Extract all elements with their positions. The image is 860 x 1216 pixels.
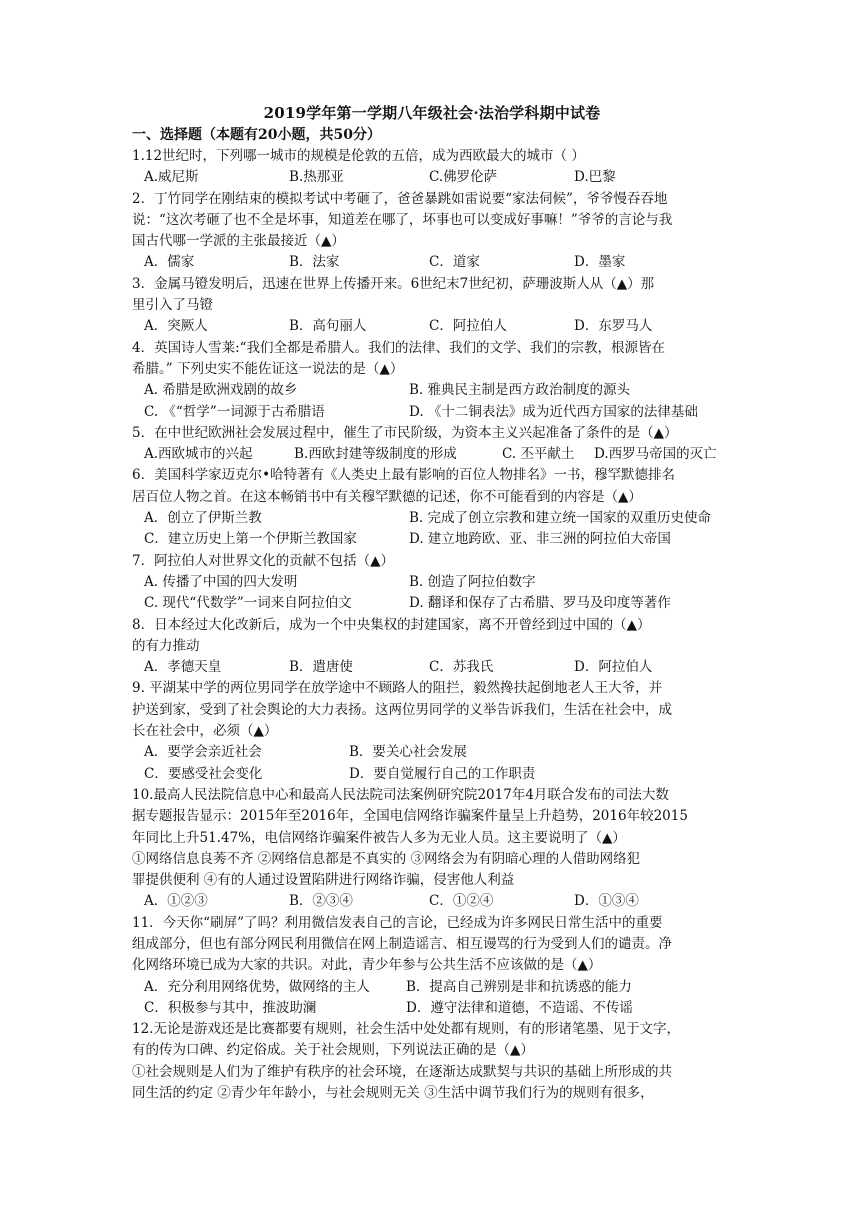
option-c: C.佛罗伦萨 xyxy=(429,169,498,186)
question-7-stem: 7．阿拉伯人对世界文化的贡献不包括（▲） xyxy=(132,552,394,569)
question-3-options xyxy=(132,316,732,337)
option-a: A．①②③ xyxy=(144,893,208,910)
question-11-options-row1 xyxy=(132,977,732,998)
option-c: C．积极参与其中，推波助澜 xyxy=(144,999,317,1016)
option-b: B. 完成了创立宗教和建立统一国家的双重历史使命 xyxy=(409,510,712,527)
question-10-statements: ①网络信息良莠不齐 ②网络信息都是不真实的 ③网络会为有阴暗心理的人借助网络犯 xyxy=(132,850,641,867)
question-11-options-row2 xyxy=(132,998,732,1019)
question-10-stem: 10.最高人民法院信息中心和最高人民法院司法案例研究院2017年4月联合发布的司法大数 xyxy=(132,786,669,803)
option-c: C．道家 xyxy=(429,254,480,271)
option-d: D．遵守法律和道德，不造谣、不传谣 xyxy=(406,999,633,1016)
option-a: A.威尼斯 xyxy=(144,169,199,186)
option-c: C．阿拉伯人 xyxy=(429,318,507,335)
option-b: B．要关心社会发展 xyxy=(349,744,467,761)
question-8-options xyxy=(132,657,732,678)
option-d: D．阿拉伯人 xyxy=(574,659,653,676)
option-b: B．②③④ xyxy=(289,893,353,910)
option-a: A．儒家 xyxy=(144,254,195,271)
question-2-stem: 2．丁竹同学在刚结束的模拟考试中考砸了，爸爸暴跳如雷说要“家法伺候”，爷爷慢吞吞地 xyxy=(132,190,668,207)
option-d: D. 建立地跨欧、亚、非三洲的阿拉伯大帝国 xyxy=(409,531,671,548)
option-b: B．法家 xyxy=(289,254,340,271)
question-9-options-row1 xyxy=(132,742,732,763)
option-d: D. 《十二铜表法》成为近代西方国家的法律基础 xyxy=(409,403,698,420)
option-b: B.西欧封建等级制度的形成 xyxy=(294,446,457,463)
option-a: A．要学会亲近社会 xyxy=(144,744,262,761)
question-1-options xyxy=(132,167,732,188)
option-d: D.西罗马帝国的灭亡 xyxy=(594,446,717,463)
option-a: A．创立了伊斯兰教 xyxy=(144,510,262,527)
question-4-stem: 希腊。” 下列史实不能佐证这一说法的是（▲） xyxy=(132,360,404,377)
question-12-statements: ①社会规则是人们为了维护有秩序的社会环境，在逐渐达成默契与共识的基础上所形成的共 xyxy=(132,1063,672,1080)
question-2-stem: 国古代哪一学派的主张最接近（▲） xyxy=(132,233,345,250)
option-b: B. 雅典民主制是西方政治制度的源头 xyxy=(409,382,631,399)
option-c: C．苏我氏 xyxy=(429,659,494,676)
question-4-options-row1 xyxy=(132,380,732,401)
question-8-stem: 8．日本经过大化改新后，成为一个中央集权的封建国家，离不开曾经到过中国的（▲） xyxy=(132,616,651,633)
option-a: A．突厥人 xyxy=(144,318,208,335)
question-10-statements: 罪提供便利 ④有的人通过设置陷阱进行网络诈骗，侵害他人利益 xyxy=(132,872,515,889)
exam-title: 2019学年第一学期八年级社会·法治学科期中试卷 xyxy=(263,104,601,122)
question-9-stem: 9. 平湖某中学的两位男同学在放学途中不顾路人的阻拦，毅然搀扶起倒地老人王大爷，并 xyxy=(132,680,663,697)
question-9-options-row2 xyxy=(132,764,732,785)
exam-page xyxy=(132,102,732,1104)
question-10-stem: 据专题报告显示：2015年至2016年，全国电信网络诈骗案件量呈上升趋势，2016年较2015 xyxy=(132,808,688,825)
option-d: D．①③④ xyxy=(574,893,639,910)
question-4-options-row2 xyxy=(132,402,732,423)
option-b: B. 创造了阿拉伯数字 xyxy=(409,573,536,590)
option-c: C. 《“哲学”一词源于古希腊语 xyxy=(144,403,325,420)
question-9-stem: 护送到家，受到了社会舆论的大力表扬。这两位男同学的义举告诉我们，生活在社会中，成 xyxy=(132,701,672,718)
question-6-options-row2 xyxy=(132,529,732,550)
question-5-stem: 5．在中世纪欧洲社会发展过程中，催生了市民阶级，为资本主义兴起准备了条件的是（▲） xyxy=(132,424,678,441)
question-3-stem: 3．金属马镫发明后，迅速在世界上传播开来。6世纪末7世纪初，萨珊波斯人从（▲）那 xyxy=(132,275,655,292)
question-12-statements: 同生活的约定 ②青少年年龄小，与社会规则无关 ③生活中调节我们行为的规则有很多， xyxy=(132,1085,654,1102)
question-11-stem: 11．今天你“刷屏”了吗？利用微信发表自己的言论，已经成为许多网民日常生活中的重要 xyxy=(132,914,663,931)
question-11-stem: 组成部分，但也有部分网民利用微信在网上制造谣言、相互谩骂的行为受到人们的谴责。净 xyxy=(132,935,672,952)
question-11-stem: 化网络环境已成为大家的共识。对此，青少年参与公共生活不应该做的是（▲） xyxy=(132,957,602,974)
option-d: D．要自觉履行自己的工作职责 xyxy=(349,765,536,782)
option-b: B．提高自己辨别是非和抗诱惑的能力 xyxy=(406,978,632,995)
option-a: A．孝德天皇 xyxy=(144,659,222,676)
option-c: C. 丕平献土 xyxy=(502,446,575,463)
question-6-options-row1 xyxy=(132,508,732,529)
question-6-stem: 6．美国科学家迈克尔•哈特著有《人类史上最有影响的百位人物排名》一书，穆罕默德排名 xyxy=(132,467,676,484)
option-c: C．①②④ xyxy=(429,893,494,910)
option-a: A.西欧城市的兴起 xyxy=(144,446,253,463)
option-a: A. 传播了中国的四大发明 xyxy=(144,573,298,590)
question-12-stem: 有的传为口碑、约定俗成。关于社会规则，下列说法正确的是（▲） xyxy=(132,1042,534,1059)
question-7-options-row2 xyxy=(132,593,732,614)
question-10-options xyxy=(132,891,732,912)
option-d: D. 翻译和保存了古希腊、罗马及印度等著作 xyxy=(409,595,671,612)
option-a: A．充分利用网络优势，做网络的主人 xyxy=(144,978,370,995)
section-heading: 一、选择题（本题有20小题，共50分） xyxy=(132,127,381,143)
option-d: D．东罗马人 xyxy=(574,318,653,335)
question-6-stem: 居百位人物之首。在这本畅销书中有关穆罕默德的记述，你不可能看到的内容是（▲） xyxy=(132,488,642,505)
question-12-stem: 12.无论是游戏还是比赛都要有规则，社会生活中处处都有规则，有的形诸笔墨、见于文字， xyxy=(132,1021,680,1038)
option-d: D.巴黎 xyxy=(574,169,616,186)
question-8-stem: 的有力推动 xyxy=(132,637,200,654)
option-b: B.热那亚 xyxy=(289,169,344,186)
question-1-stem: 1.12世纪时，下列哪一城市的规模是伦敦的五倍，成为西欧最大的城市（ ） xyxy=(132,148,585,164)
question-5-options xyxy=(132,444,732,465)
question-7-options-row1 xyxy=(132,572,732,593)
option-c: C. 现代“代数学”一词来自阿拉伯文 xyxy=(144,595,352,612)
option-b: B．遣唐使 xyxy=(289,659,353,676)
question-9-stem: 长在社会中，必须（▲） xyxy=(132,723,278,740)
question-4-stem: 4．英国诗人雪莱:“我们全都是希腊人。我们的法律、我们的文学、我们的宗教，根源皆在 xyxy=(132,339,666,356)
option-a: A. 希腊是欧洲戏剧的故乡 xyxy=(144,382,298,399)
option-c: C．建立历史上第一个伊斯兰教国家 xyxy=(144,531,357,548)
option-b: B．高句丽人 xyxy=(289,318,367,335)
question-2-options xyxy=(132,252,732,273)
question-10-stem: 年同比上升51.47%，电信网络诈骗案件被告人多为无业人员。这主要说明了（▲） xyxy=(132,829,626,846)
option-d: D．墨家 xyxy=(574,254,626,271)
option-c: C．要感受社会变化 xyxy=(144,765,263,782)
question-2-stem: 说：“这次考砸了也不全是坏事，知道差在哪了，坏事也可以变成好事嘛！”爷爷的言论与我 xyxy=(132,211,673,228)
question-3-stem: 里引入了马镫 xyxy=(132,297,213,314)
